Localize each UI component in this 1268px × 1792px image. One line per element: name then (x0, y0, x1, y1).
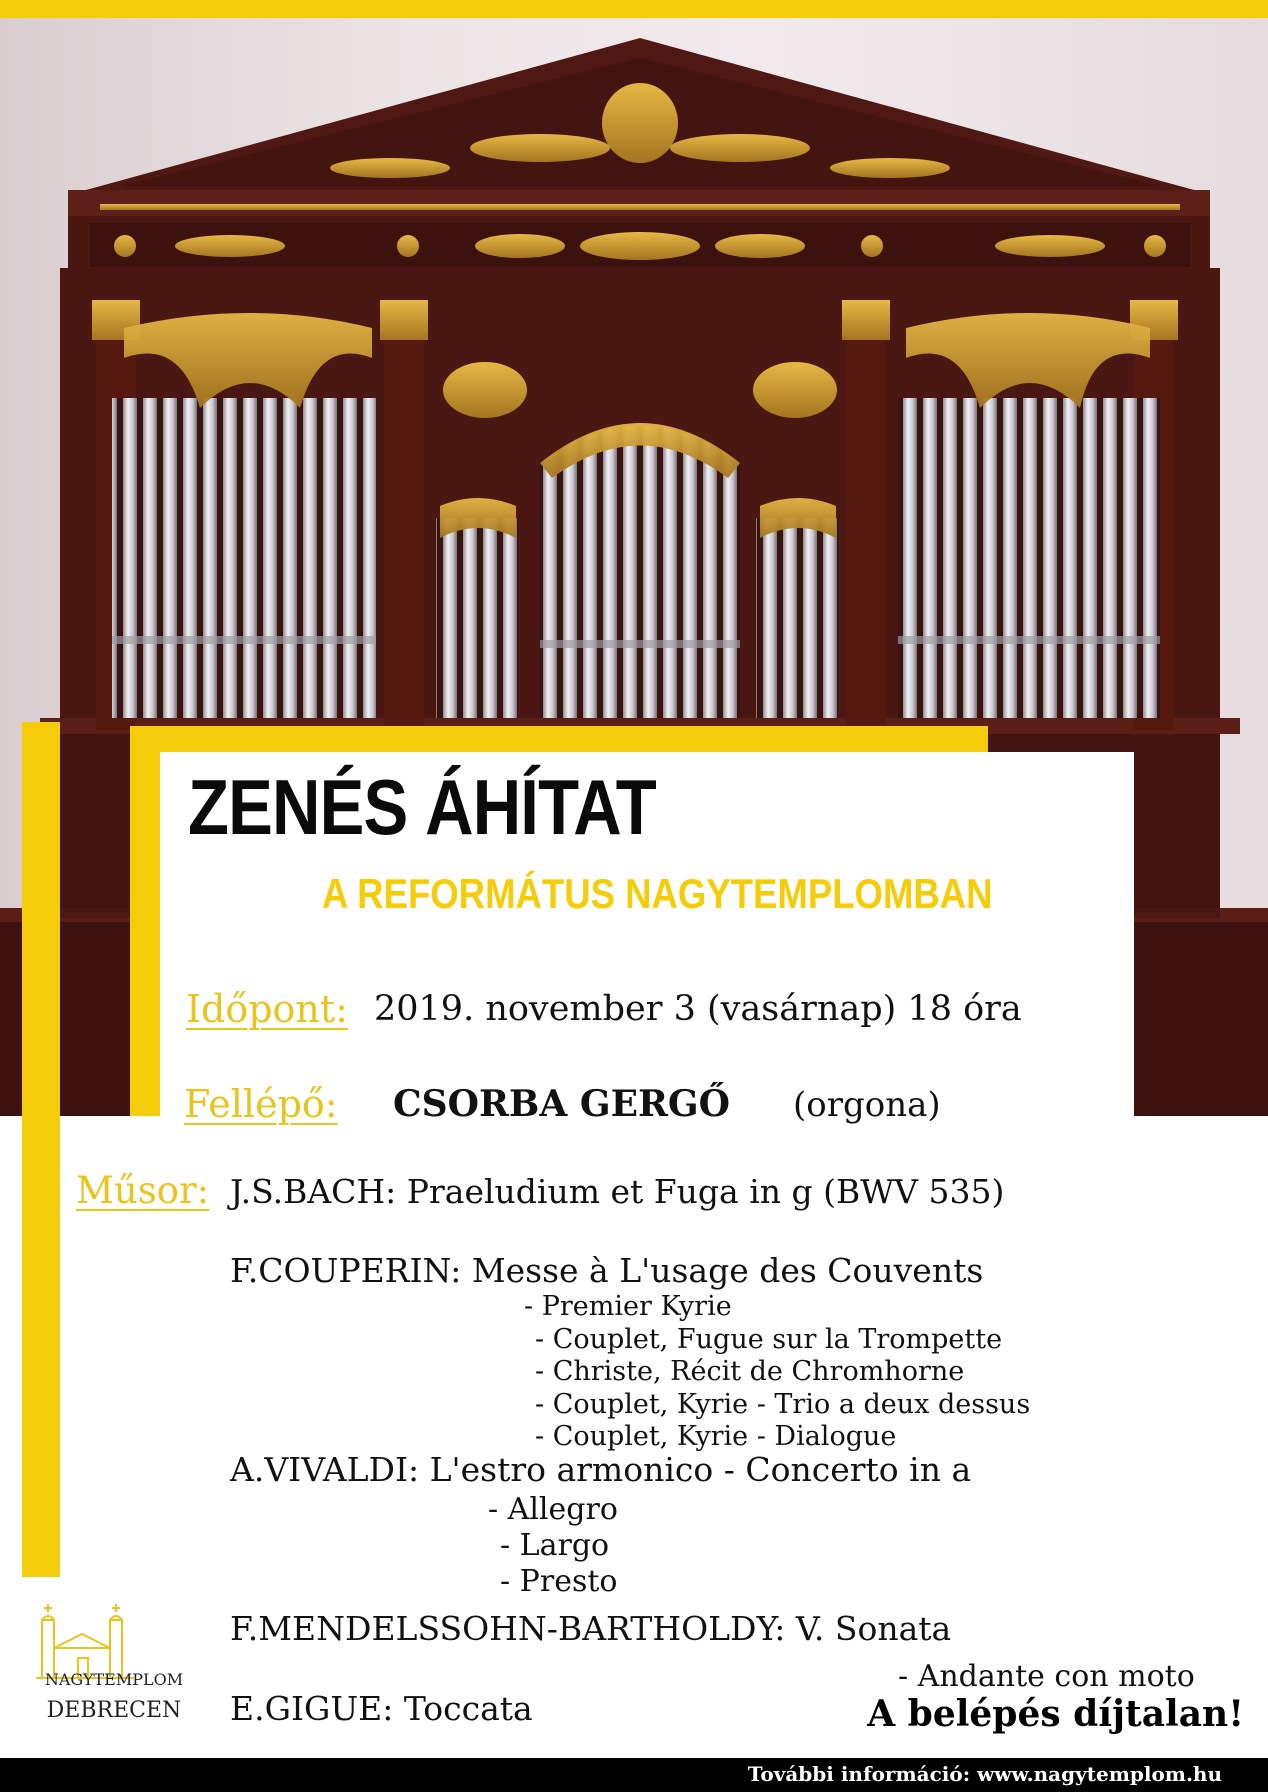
program-mendelssohn: F.MENDELSSOHN-BARTHOLDY: V. Sonata (230, 1609, 952, 1648)
couperin-part: - Couplet, Kyrie - Dialogue (535, 1421, 897, 1452)
performer-label: Fellépő: (184, 1082, 338, 1126)
program-label: Műsor: (76, 1169, 210, 1212)
left-accent-bar (22, 722, 60, 1577)
couperin-part: - Couplet, Fugue sur la Trompette (535, 1324, 1003, 1355)
performer-role: (orgona) (793, 1085, 941, 1125)
couperin-part: - Couplet, Kyrie - Trio a deux dessus (535, 1389, 1031, 1420)
free-entry-note: A belépés díjtalan! (867, 1693, 1244, 1735)
program-couperin: F.COUPERIN: Messe à L'usage des Couvents (230, 1251, 984, 1290)
vivaldi-part: - Largo (500, 1528, 610, 1563)
poster-subtitle: A REFORMÁTUS NAGYTEMPLOMBAN (322, 870, 993, 917)
performer-name: CSORBA GERGŐ (393, 1083, 731, 1125)
couperin-part: - Premier Kyrie (524, 1291, 732, 1322)
vivaldi-part: - Presto (500, 1564, 618, 1599)
time-label: Időpont: (186, 987, 348, 1031)
panel-accent-bar (130, 726, 988, 754)
logo-line-2: DEBRECEN (46, 1698, 182, 1723)
footer-info: További információ: www.nagytemplom.hu (747, 1762, 1222, 1786)
mendelssohn-part: - Andante con moto (898, 1659, 1195, 1694)
logo-line-1: NAGYTEMPLOM (44, 1670, 184, 1689)
program-gigue: E.GIGUE: Toccata (230, 1689, 533, 1728)
top-accent-bar (0, 0, 1268, 18)
program-bach: J.S.BACH: Praeludium et Fuga in g (BWV 535) (230, 1172, 1005, 1211)
vivaldi-part: - Allegro (488, 1492, 618, 1527)
panel-accent-edge (130, 726, 160, 1116)
couperin-part: - Christe, Récit de Chromhorne (535, 1356, 965, 1387)
time-value: 2019. november 3 (vasárnap) 18 óra (374, 989, 1022, 1029)
poster-title: ZENÉS ÁHÍTAT (188, 763, 656, 851)
program-vivaldi: A.VIVALDI: L'estro armonico - Concerto in a (230, 1450, 972, 1489)
